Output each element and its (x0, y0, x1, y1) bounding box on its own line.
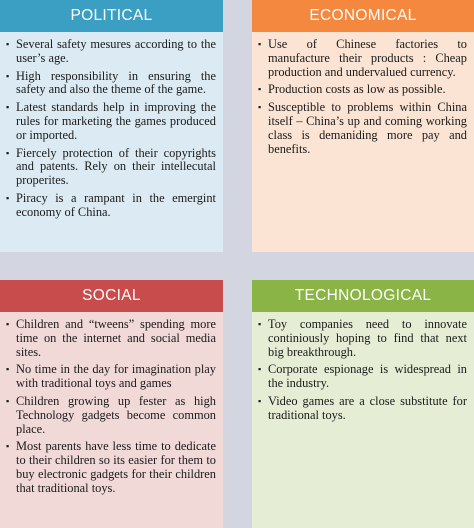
economical-item: ▪ Production costs as low as possible. (258, 83, 467, 97)
political-item: ▪ Fiercely protection of their copyrights and patents. Rely on their intellecutal properites. (6, 147, 216, 188)
political-item: ▪ Several safety mesures according to the user’s age. (6, 38, 216, 66)
political-item: ▪ High responsibility in ensuring the safety and also the theme of the game. (6, 70, 216, 98)
technological-item: ▪ Corporate espionage is widespread in the industry. (258, 363, 467, 391)
political-quadrant (0, 0, 223, 252)
technological-list (258, 318, 467, 423)
political-body (0, 32, 223, 252)
social-body (0, 312, 223, 528)
social-header: SOCIAL (0, 280, 223, 312)
economical-body (252, 32, 474, 252)
technological-item: ▪ Video games are a close substitute for traditional toys. (258, 395, 467, 423)
technological-header: TECHNOLOGICAL (252, 280, 474, 312)
social-item: ▪ Children growing up fester as high Technology gadgets become common place. (6, 395, 216, 436)
political-list (6, 38, 216, 220)
social-quadrant (0, 280, 223, 528)
economical-header: ECONOMICAL (252, 0, 474, 32)
technological-item: ▪ Toy companies need to innovate continiously hoping to find that next big breakthrough. (258, 318, 467, 359)
political-item: ▪ Piracy is a rampant in the emergint economy of China. (6, 192, 216, 220)
technological-quadrant (252, 280, 474, 528)
economical-item: ▪ Susceptible to problems within China itself – China’s up and coming working class is demaniding more pay and benefits. (258, 101, 467, 156)
political-item: ▪ Latest standards help in improving the rules for marketing the games produced or imported. (6, 101, 216, 142)
technological-body (252, 312, 474, 528)
social-item: ▪ No time in the day for imagination play with traditional toys and games (6, 363, 216, 391)
social-item: ▪ Children and “tweens” spending more time on the internet and social media sites. (6, 318, 216, 359)
social-list (6, 318, 216, 496)
economical-item: ▪ Use of Chinese factories to manufacture their products : Cheap production and undervalued currency. (258, 38, 467, 79)
economical-list (258, 38, 467, 156)
economical-quadrant (252, 0, 474, 252)
social-item: ▪ Most parents have less time to dedicate to their children so its easier for them to buy electronic gadgets for their children that traditional toys. (6, 440, 216, 495)
political-header: POLITICAL (0, 0, 223, 32)
